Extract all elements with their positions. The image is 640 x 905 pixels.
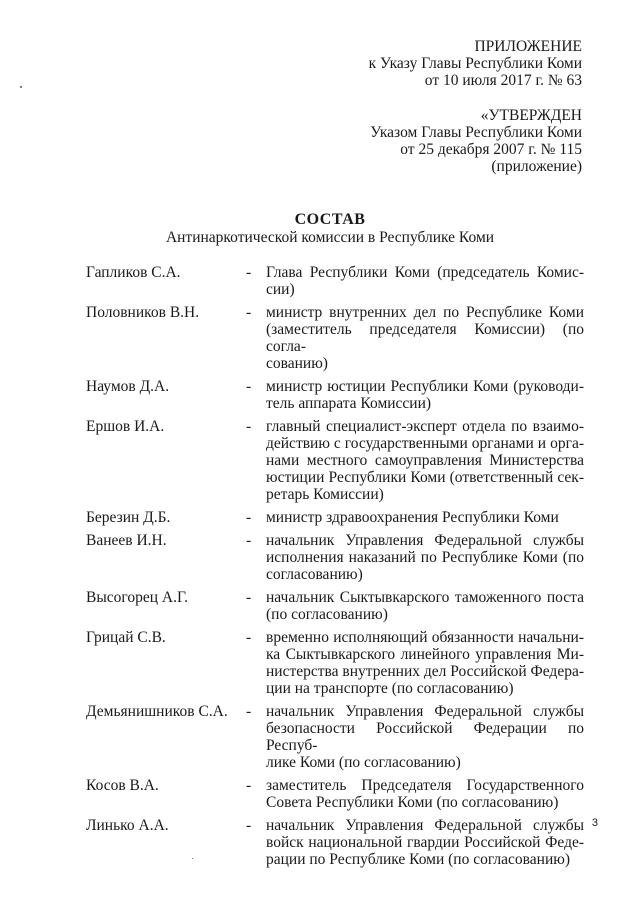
- member-role-line: министр внутренних дел по Республике Коми: [266, 304, 584, 321]
- scan-speck: [20, 86, 22, 88]
- approval-title: «УТВЕРЖДЕН: [480, 107, 582, 124]
- member-name: Демьянишников С.А.: [86, 703, 228, 720]
- member-row: [86, 509, 584, 526]
- scan-speck: [192, 858, 193, 859]
- member-dash: -: [246, 589, 252, 606]
- member-role-line: рации по Республике Коми (по согласованию): [266, 851, 570, 868]
- member-role: [266, 264, 584, 298]
- member-dash: -: [246, 418, 252, 435]
- member-role-line: юстиции Республики Коми (ответственный сек-: [266, 469, 584, 486]
- title-block: [0, 211, 640, 247]
- member-name: Ванеев И.Н.: [86, 532, 167, 549]
- member-role-line: сованию): [266, 355, 328, 372]
- member-name: Грицай С.В.: [86, 629, 166, 646]
- member-role: [266, 418, 584, 503]
- member-role-line: безопасности Российской Федерации по Респуб-: [266, 720, 584, 754]
- member-list: [86, 264, 584, 874]
- document-subtitle: Антинаркотической комиссии в Республике Коми: [165, 229, 495, 246]
- member-dash: -: [246, 509, 252, 526]
- member-role: [266, 629, 584, 697]
- member-role-line: начальник Управления Федеральной службы: [266, 817, 584, 834]
- member-dash: -: [246, 264, 252, 281]
- member-dash: -: [246, 777, 252, 794]
- member-role-line: начальник Управления Федеральной службы: [266, 703, 584, 720]
- member-dash: -: [246, 378, 252, 395]
- member-role: [266, 532, 584, 583]
- member-role: [266, 509, 584, 526]
- member-role-line: ка Сыктывкарского линейного управления Ми-: [266, 646, 584, 663]
- member-role-line: Глава Республики Коми (председатель Комис-: [266, 264, 584, 281]
- member-role-line: заместитель Председателя Государственного: [266, 777, 584, 794]
- member-dash: -: [246, 532, 252, 549]
- member-role-line: согласованию): [266, 566, 363, 583]
- document-title: СОСТАВ: [294, 211, 366, 228]
- annex-date: от 10 июля 2017 г. № 63: [424, 72, 582, 89]
- member-row: [86, 264, 584, 298]
- member-role-line: исполнения наказаний по Республике Коми (по: [266, 549, 584, 566]
- member-role-line: Совета Республики Коми (по согласованию): [266, 794, 559, 811]
- member-role-line: (заместитель председателя Комиссии) (по согла-: [266, 321, 584, 355]
- member-dash: -: [246, 629, 252, 646]
- member-row: [86, 418, 584, 503]
- member-row: [86, 629, 584, 697]
- annex-header: [369, 38, 582, 89]
- member-name: Гапликов С.А.: [86, 264, 181, 281]
- approval-reference: Указом Главы Республики Коми: [370, 124, 582, 141]
- member-role-line: главный специалист-эксперт отдела по взаимо-: [266, 418, 584, 435]
- member-role-line: действию с государственными органами и орга-: [266, 435, 584, 452]
- member-role-line: министр юстиции Республики Коми (руководи-: [266, 378, 584, 395]
- member-role-line: войск национальной гвардии Российской Феде-: [266, 834, 584, 851]
- member-row: [86, 378, 584, 412]
- member-name: Косов В.А.: [86, 777, 159, 794]
- page-number: 3: [591, 817, 598, 829]
- member-role-line: министр здравоохранения Республики Коми: [266, 509, 559, 526]
- member-role-line: ретарь Комиссии): [266, 486, 384, 503]
- approval-header: [370, 107, 582, 175]
- member-role-line: начальник Сыктывкарского таможенного поста: [266, 589, 584, 606]
- member-row: [86, 532, 584, 583]
- member-dash: -: [246, 817, 252, 834]
- member-role-line: нистерства внутренних дел Российской Федера-: [266, 663, 584, 680]
- member-dash: -: [246, 703, 252, 720]
- member-role-line: временно исполняющий обязанности начальни-: [266, 629, 584, 646]
- member-role: [266, 703, 584, 771]
- member-role-line: сии): [266, 281, 295, 298]
- approval-date: от 25 декабря 2007 г. № 115: [400, 141, 582, 158]
- member-role-line: ции на транспорте (по согласованию): [266, 680, 514, 697]
- member-role: [266, 378, 584, 412]
- member-row: [86, 703, 584, 771]
- member-role-line: нами местного самоуправления Министерства: [266, 452, 584, 469]
- member-role-line: лике Коми (по согласованию): [266, 754, 461, 771]
- member-role-line: (по согласованию): [266, 606, 388, 623]
- annex-reference: к Указу Главы Республики Коми: [368, 55, 582, 72]
- member-name: Линько А.А.: [86, 817, 169, 834]
- member-dash: -: [246, 304, 252, 321]
- member-role: [266, 777, 584, 811]
- approval-note: (приложение): [491, 158, 582, 175]
- member-name: Половников В.Н.: [86, 304, 200, 321]
- member-role: [266, 304, 584, 372]
- member-role-line: начальник Управления Федеральной службы: [266, 532, 584, 549]
- annex-title: ПРИЛОЖЕНИЕ: [474, 38, 582, 55]
- member-role: [266, 589, 584, 623]
- member-name: Высогорец А.Г.: [86, 589, 189, 606]
- member-name: Березин Д.Б.: [86, 509, 171, 526]
- member-row: [86, 589, 584, 623]
- member-name: Наумов Д.А.: [86, 378, 170, 395]
- member-name: Ершов И.А.: [86, 418, 165, 435]
- member-role: [266, 817, 584, 868]
- member-row: [86, 777, 584, 811]
- member-row: [86, 304, 584, 372]
- member-row: [86, 817, 584, 868]
- member-role-line: тель аппарата Комиссии): [266, 395, 432, 412]
